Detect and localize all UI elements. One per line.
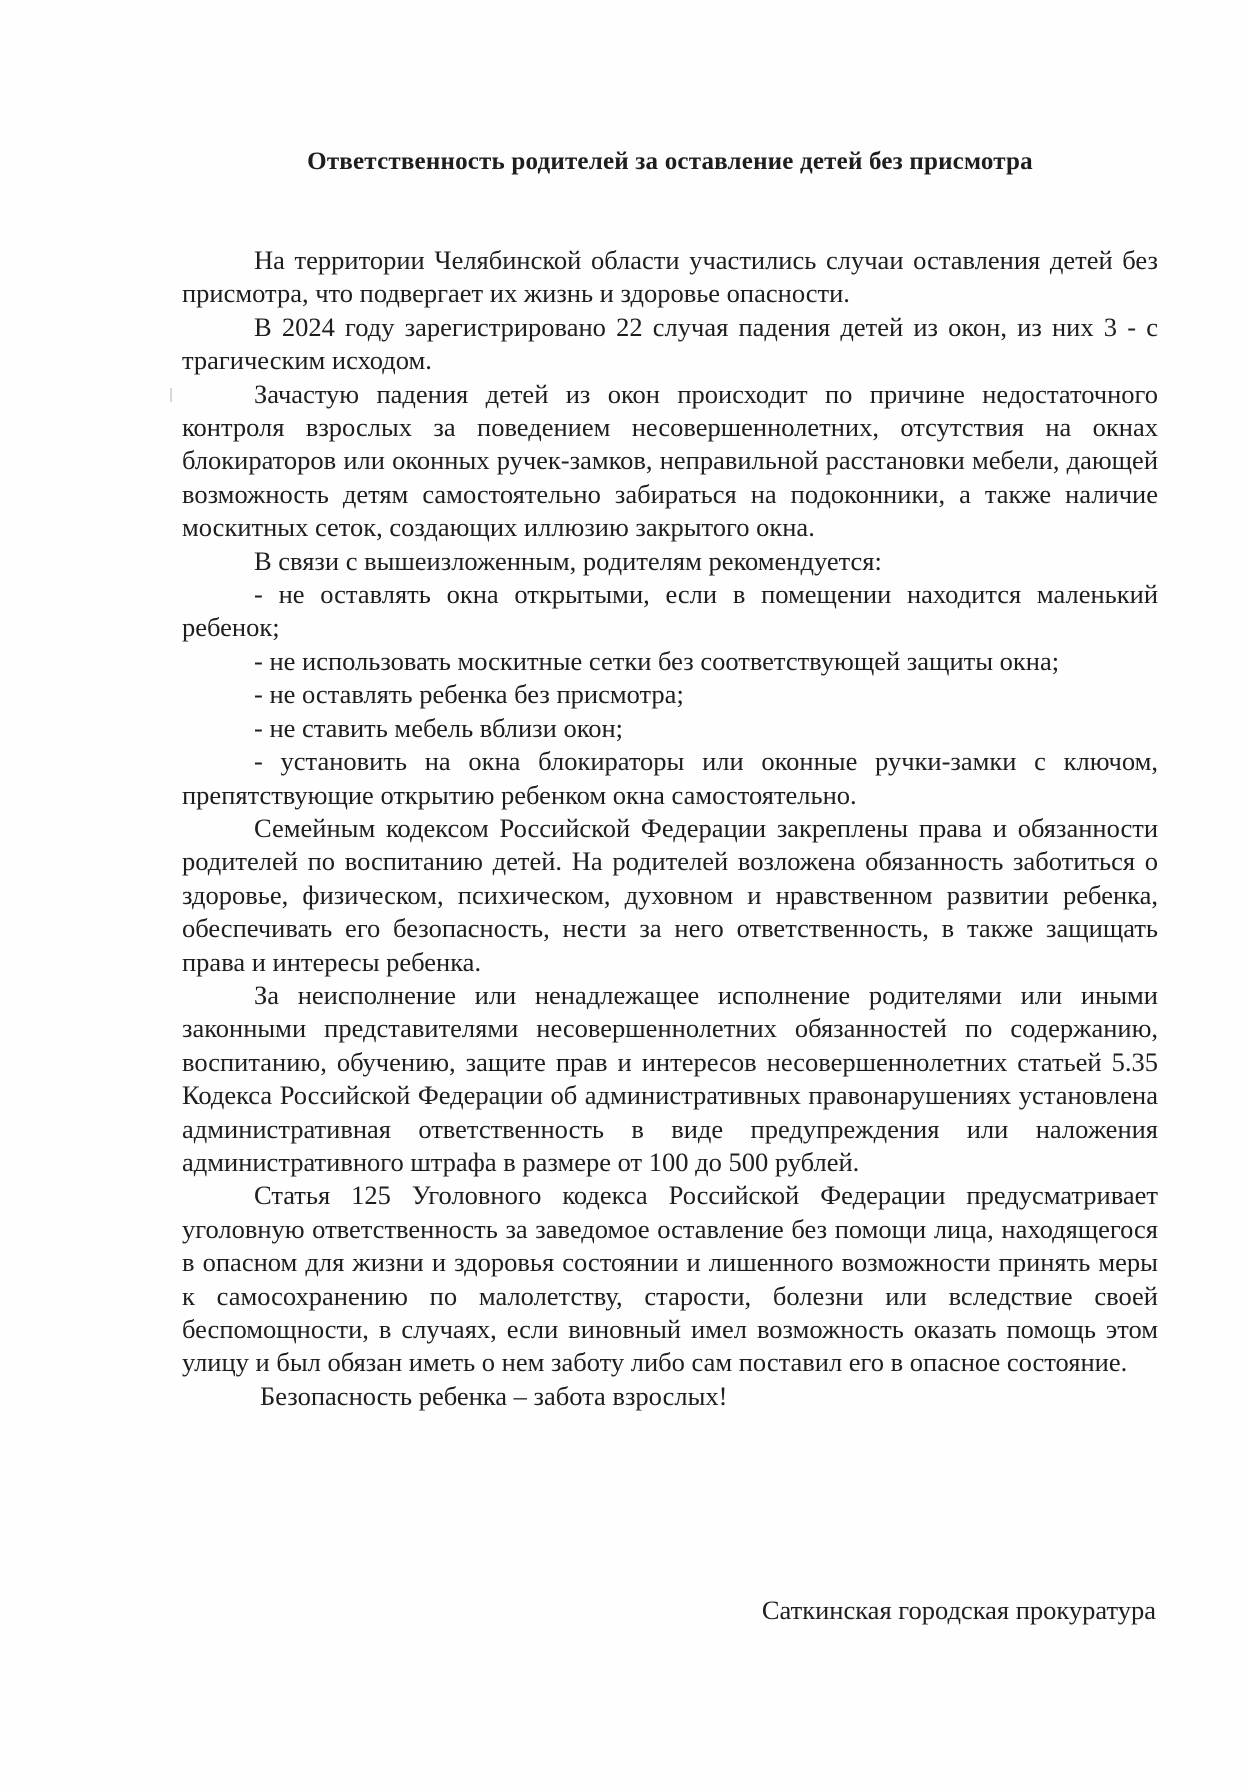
recommendation-item: - установить на окна блокираторы или оконные ручки-замки с ключом, препятствующие открытию ребенком окна самостоятельно. xyxy=(182,746,1158,810)
recommendation-item: - не оставлять ребенка без присмотра; xyxy=(254,679,684,710)
document-body xyxy=(182,244,1158,1413)
paragraph-intro: На территории Челябинской области участились случаи оставления детей без присмотра, что подвергает их жизнь и здоровье опасности. xyxy=(182,245,1158,309)
paragraph-criminal-liability: Статья 125 Уголовного кодекса Российской Федерации предусматривает уголовную ответственность за заведомое оставление без помощи лица, находящегося в опасном для жизни и здоровья состоянии и лишенного возможности принять меры к самосохранению по малолетству, старости, болезни или вследствие своей беспомощности, в случаях, если виновный имел возможность оказать помощь этом улицу и был обязан иметь о нем заботу либо сам поставил его в опасное состояние. xyxy=(182,1180,1158,1378)
document-signature: Саткинская городская прокуратура xyxy=(761,1595,1156,1625)
paragraph-recommendations-intro: В связи с вышеизложенным, родителям рекомендуется: xyxy=(254,545,882,576)
recommendation-item: - не ставить мебель вблизи окон; xyxy=(254,712,624,743)
paragraph-family-code: Семейным кодексом Российской Федерации закреплены права и обязанности родителей по воспитанию детей. На родителей возложена обязанность заботиться о здоровье, физическом, психическом, духовном и нравственном развитии ребенка, обеспечивать его безопасность, нести за него ответственность, в также защищать права и интересы ребенка. xyxy=(182,812,1158,977)
paragraph-administrative-liability: За неисполнение или ненадлежащее исполнение родителями или иными законными представителями несовершеннолетних обязанностей по содержанию, воспитанию, обучению, защите прав и интересов несовершеннолетних статьей 5.35 Кодекса Российской Федерации об административных правонарушениях установлена административная ответственность в виде предупреждения или наложения административного штрафа в размере от 100 до 500 рублей. xyxy=(182,979,1158,1177)
scan-artifact xyxy=(170,388,172,402)
paragraph-motto: Безопасность ребенка – забота взрослых! xyxy=(260,1380,728,1411)
recommendation-item: - не оставлять окна открытыми, если в помещении находится маленький ребенок; xyxy=(182,579,1158,643)
document-title: Ответственность родителей за оставление детей без присмотра xyxy=(307,148,1033,175)
recommendation-item: - не использовать москитные сетки без соответствующей защиты окна; xyxy=(254,645,1060,676)
paragraph-statistics: В 2024 году зарегистрировано 22 случая падения детей из окон, из них 3 - с трагическим исходом. xyxy=(182,311,1158,376)
paragraph-causes: Зачастую падения детей из окон происходит по причине недостаточного контроля взрослых за поведением несовершеннолетних, отсутствия на окнах блокираторов или оконных ручек-замков, неправильной расстановки мебели, дающей возможность детям самостоятельно забираться на подоконники, а также наличие москитных сеток, создающих иллюзию закрытого окна. xyxy=(182,378,1158,543)
